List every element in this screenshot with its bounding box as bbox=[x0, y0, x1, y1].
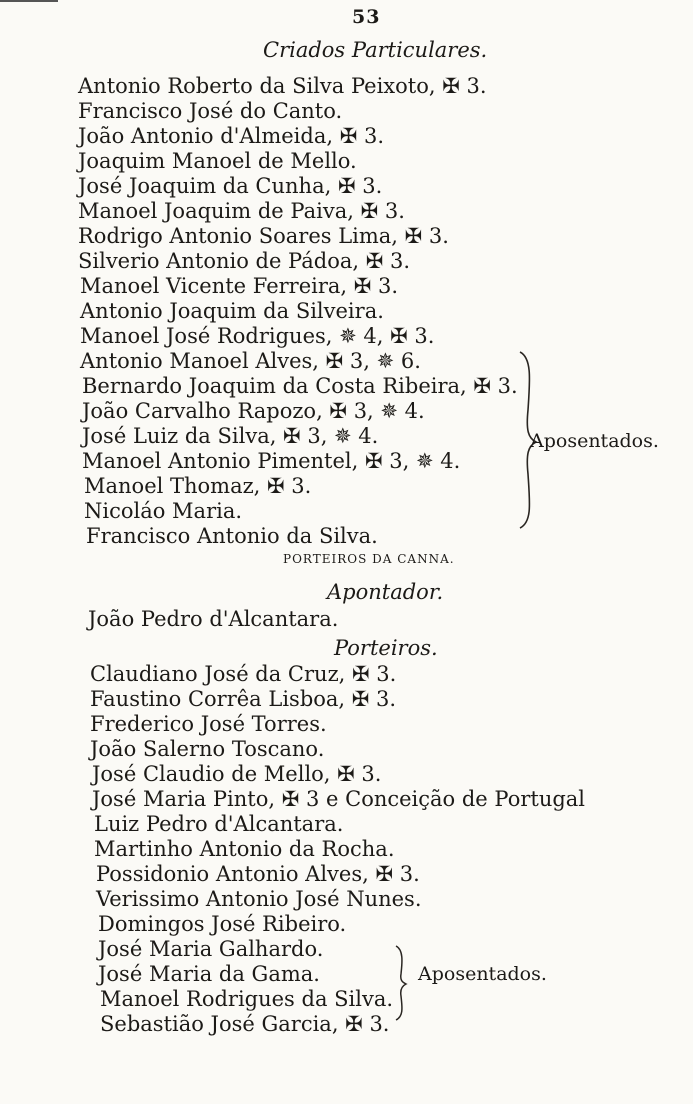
list-item: Martinho Antonio da Rocha. bbox=[94, 837, 395, 861]
list-item: Manoel José Rodrigues, ✵ 4, ✠ 3. bbox=[80, 324, 435, 348]
list-item: Manoel Thomaz, ✠ 3. bbox=[84, 474, 312, 498]
scan-edge-mark bbox=[0, 0, 58, 2]
page-number: 53 bbox=[352, 6, 381, 28]
list-item: Possidonio Antonio Alves, ✠ 3. bbox=[96, 862, 420, 886]
apontador-name: João Pedro d'Alcantara. bbox=[88, 607, 339, 631]
list-item: José Maria da Gama. bbox=[98, 962, 320, 986]
list-item: Manoel Antonio Pimentel, ✠ 3, ✵ 4. bbox=[82, 449, 461, 473]
section-title-porteiros: PORTEIROS DA CANNA. bbox=[283, 552, 455, 566]
list-item: José Maria Galhardo. bbox=[98, 937, 324, 961]
list-item: José Luiz da Silva, ✠ 3, ✵ 4. bbox=[82, 424, 379, 448]
list-item: Antonio Joaquim da Silveira. bbox=[80, 299, 384, 323]
list-item: João Salerno Toscano. bbox=[90, 737, 325, 761]
brace-retired-2 bbox=[390, 944, 410, 1022]
apontador-heading: Apontador. bbox=[327, 580, 444, 604]
list-item: João Carvalho Rapozo, ✠ 3, ✵ 4. bbox=[82, 399, 425, 423]
list-item: Manoel Rodrigues da Silva. bbox=[100, 987, 394, 1011]
list-item: Rodrigo Antonio Soares Lima, ✠ 3. bbox=[78, 224, 449, 248]
list-item: Manoel Joaquim de Paiva, ✠ 3. bbox=[78, 199, 405, 223]
list-item: Faustino Corrêa Lisboa, ✠ 3. bbox=[90, 687, 397, 711]
section-title-criados: Criados Particulares. bbox=[263, 38, 488, 62]
list-item: Manoel Vicente Ferreira, ✠ 3. bbox=[80, 274, 399, 298]
porteiros-heading: Porteiros. bbox=[334, 636, 438, 660]
list-item: Frederico José Torres. bbox=[90, 712, 327, 736]
list-item: Joaquim Manoel de Mello. bbox=[78, 149, 357, 173]
retired-label-2: Aposentados. bbox=[418, 963, 547, 985]
list-item: Antonio Roberto da Silva Peixoto, ✠ 3. bbox=[78, 74, 487, 98]
list-item: Francisco José do Canto. bbox=[78, 99, 343, 123]
list-item: José Joaquim da Cunha, ✠ 3. bbox=[78, 174, 383, 198]
list-item: Francisco Antonio da Silva. bbox=[86, 524, 378, 548]
list-item: Sebastião José Garcia, ✠ 3. bbox=[100, 1012, 390, 1036]
list-item: Verissimo Antonio José Nunes. bbox=[96, 887, 422, 911]
list-item: Domingos José Ribeiro. bbox=[98, 912, 347, 936]
list-item: João Antonio d'Almeida, ✠ 3. bbox=[78, 124, 385, 148]
list-item: Antonio Manoel Alves, ✠ 3, ✵ 6. bbox=[80, 349, 421, 373]
list-item: Luiz Pedro d'Alcantara. bbox=[94, 812, 344, 836]
list-item: Nicoláo Maria. bbox=[84, 499, 243, 523]
list-item: Bernardo Joaquim da Costa Ribeira, ✠ 3. bbox=[82, 374, 518, 398]
list-item: Claudiano José da Cruz, ✠ 3. bbox=[90, 662, 397, 686]
list-item: Silverio Antonio de Pádoa, ✠ 3. bbox=[78, 249, 411, 273]
list-item: José Maria Pinto, ✠ 3 e Conceição de Portugal bbox=[92, 787, 586, 811]
retired-label-1: Aposentados. bbox=[530, 430, 659, 452]
list-item: José Claudio de Mello, ✠ 3. bbox=[92, 762, 382, 786]
